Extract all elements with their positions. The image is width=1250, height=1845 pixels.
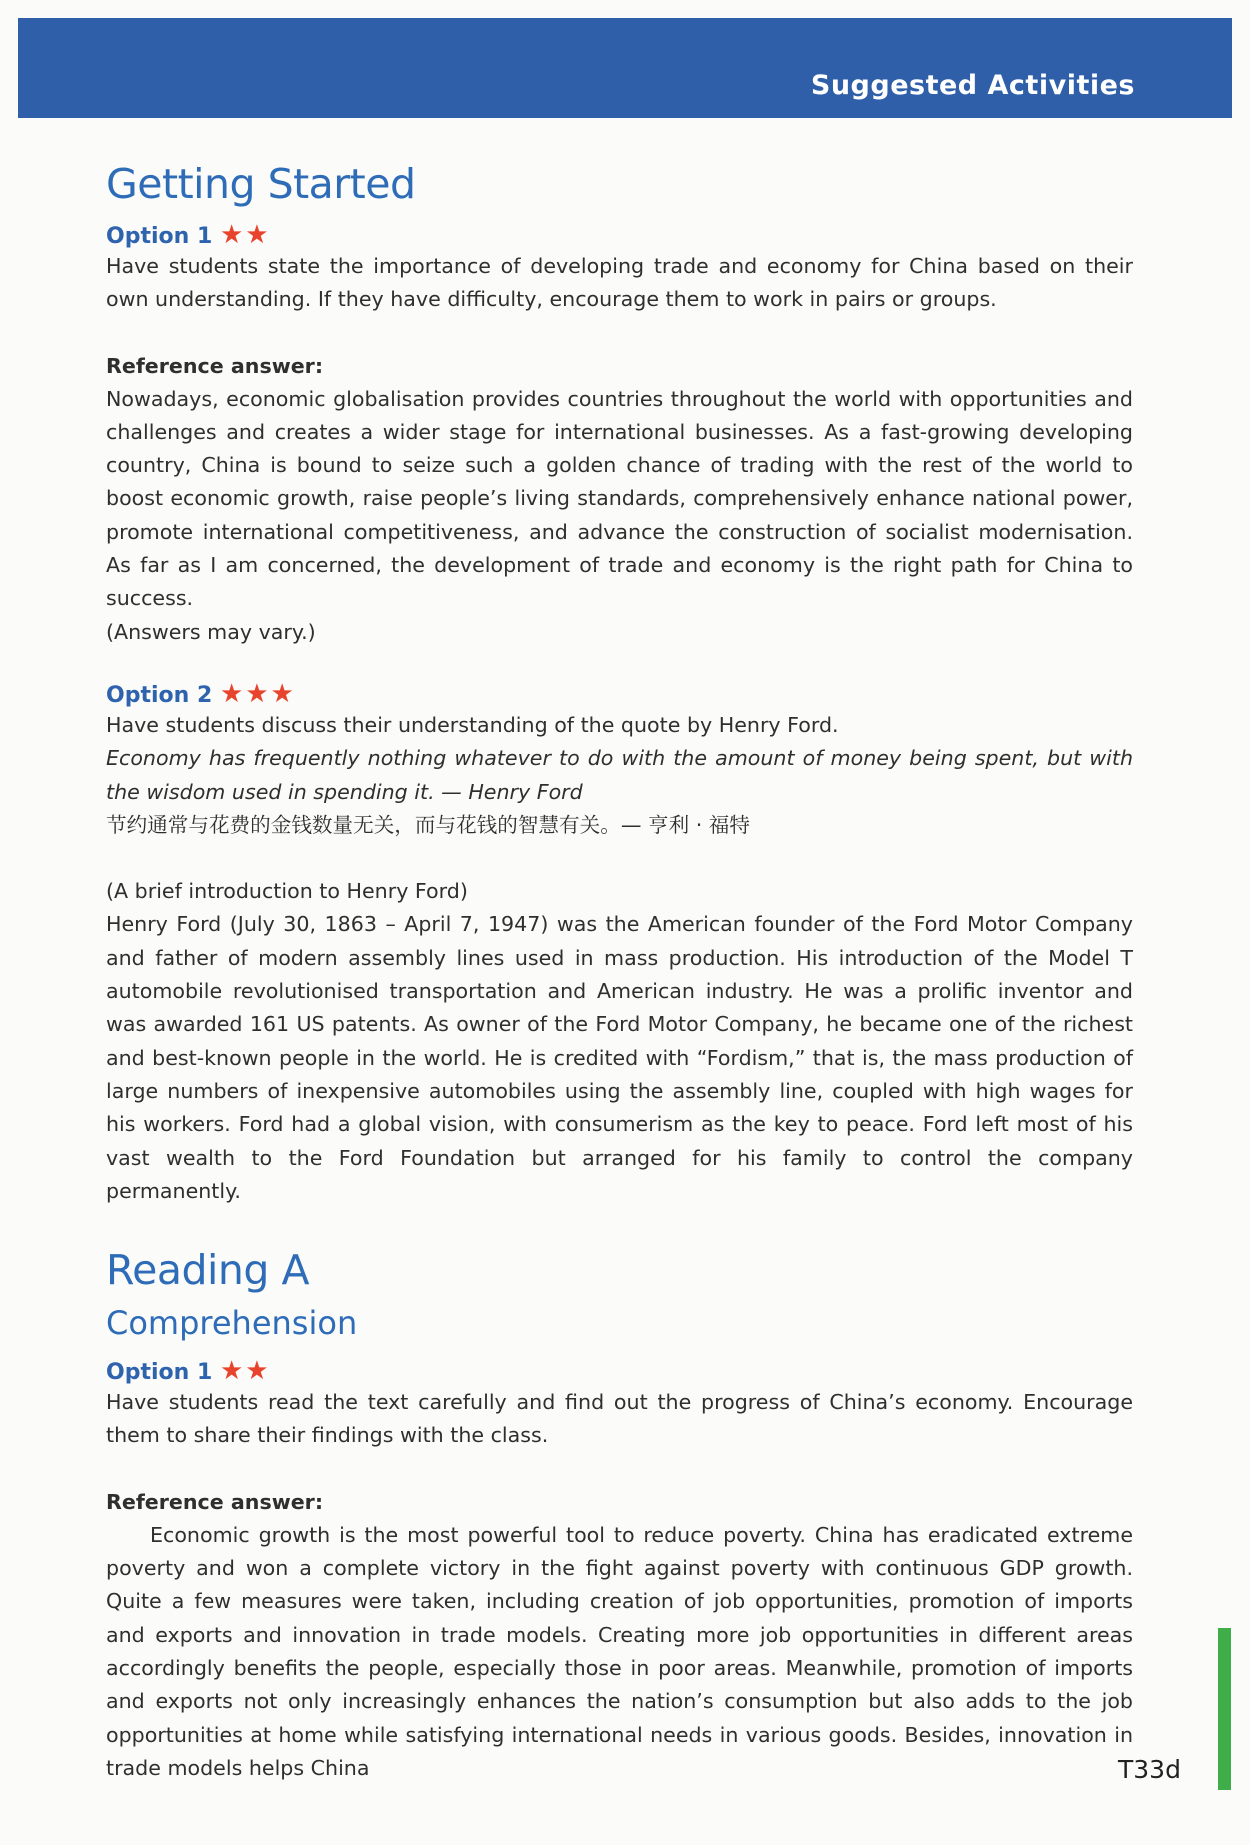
option-label: Option 1 (106, 224, 213, 249)
option-1-label (106, 220, 1133, 250)
heading-reading-a: Reading A (106, 1246, 310, 1295)
henry-ford-intro-text: Henry Ford (July 30, 1863 – April 7, 1947) was the American founder of the Ford Motor Company and father of modern assembly lines used in mass production. His introduction of the Model T automobile revolutionised transportation and American industry. He was a prolific inventor and was awarded 161 US patents. As owner of the Ford Motor Company, he became one of the richest and best-known people in the world. He is credited with “Fordism,” that is, the mass production of large numbers of inexpensive automobiles using the assembly line, coupled with high wages for his workers. Ford had a global vision, with consumerism as the key to peace. Ford left most of his vast wealth to the Ford Foundation but arranged for his family to control the company permanently. (106, 912, 1133, 1203)
option-1-text: Have students state the importance of developing trade and economy for China based on their own understanding. If they have difficulty, encourage them to work in pairs or groups. (106, 254, 1133, 312)
reading-option-1-label (106, 1356, 1133, 1386)
henry-ford-quote: Economy has frequently nothing whatever to do with the amount of money being spent, but with the wisdom used in spending it. — Henry Ford (106, 746, 1133, 804)
section-title: Suggested Activities (810, 70, 1135, 101)
subheading-comprehension: Comprehension (106, 1304, 358, 1343)
heading-getting-started: Getting Started (106, 160, 416, 208)
page-content (106, 160, 1133, 1785)
option-label: Option 1 (106, 1360, 213, 1386)
henry-ford-quote-chinese: 节约通常与花费的金钱数量无关，而与花钱的智慧有关。— 亨利 · 福特 (106, 812, 750, 837)
star-rating-icon: ★★ (219, 1356, 271, 1387)
reference-answer-label: Reference answer: (106, 1489, 324, 1514)
reference-answer-label: Reference answer: (106, 353, 324, 378)
option-2-label (106, 679, 1133, 709)
reading-option-1-text: Have students read the text carefully and find out the progress of China’s economy. Encourage them to share their findings with the class. (106, 1390, 1133, 1448)
star-rating-icon: ★★ (219, 220, 271, 250)
side-tab-marker (1218, 1628, 1231, 1790)
reading-reference-answer-text: Economic growth is the most powerful tool to reduce poverty. China has eradicated extreme poverty and won a complete victory in the fight against poverty with continuous GDP growth. Quite a few measures were taken, including creation of job opportunities, promotion of imports and exports and innovation in trade models. Creating more job opportunities in different areas accordingly benefits the people, especially those in poor areas. Meanwhile, promotion of imports and exports not only increasingly enhances the nation’s consumption but also adds to the job opportunities at home while satisfying international needs in various goods. Besides, innovation in trade models helps China (106, 1522, 1133, 1780)
reference-answer-text: Nowadays, economic globalisation provides countries throughout the world with opportunities and challenges and creates a wider stage for international businesses. As a fast-growing developing country, China is bound to seize such a golden chance of trading with the rest of the world to boost economic growth, raise people’s living standards, comprehensively enhance national power, promote international competitiveness, and advance the construction of socialist modernisation. As far as I am concerned, the development of trade and economy is the right path for China to success. (106, 386, 1133, 611)
answers-note: (Answers may vary.) (106, 619, 316, 644)
star-rating-icon: ★★★ (219, 678, 296, 709)
intro-label: (A brief introduction to Henry Ford) (106, 879, 468, 904)
option-label: Option 2 (106, 682, 213, 708)
option-2-text: Have students discuss their understanding of the quote by Henry Ford. (106, 712, 839, 737)
page-number: T33d (1118, 1755, 1181, 1784)
header-band (18, 18, 1232, 118)
